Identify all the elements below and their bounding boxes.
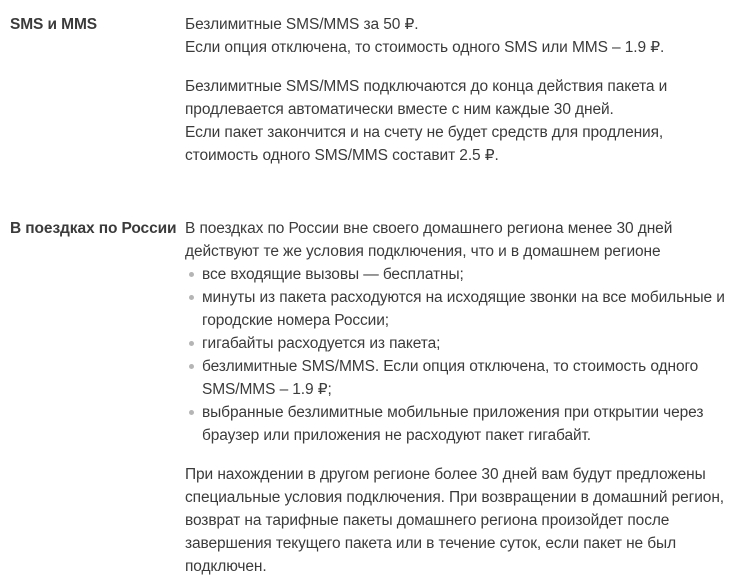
section-content-sms-mms <box>185 13 737 167</box>
paragraph-travel-intro <box>185 217 737 263</box>
text-line: Если пакет закончится и на счету не будет средств для продления, стоимость одного SMS/MMS составит 2.5 ₽. <box>185 124 664 164</box>
text-line: Если опция отключена, то стоимость одного SMS или MMS – 1.9 ₽. <box>185 39 665 56</box>
travel-conditions-list <box>185 263 737 447</box>
section-title-sms-mms: SMS и MMS <box>10 16 97 33</box>
list-item: минуты из пакета расходуются на исходящие звонки на все мобильные и городские номера России; <box>185 286 737 332</box>
list-item: все входящие вызовы — бесплатны; <box>185 263 737 286</box>
text-line: При нахождении в другом регионе более 30 дней вам будут предложены специальные условия подключения. При возвращении в домашний регион, возврат на тарифные пакеты домашнего региона произойдет после завершения текущего пакета или в течение суток, если пакет не был подключен. <box>185 466 724 575</box>
text-line: Безлимитные SMS/MMS за 50 ₽. <box>185 16 419 33</box>
text-line: Безлимитные SMS/MMS подключаются до конца действия пакета и продлевается автоматически вместе с ним каждые 30 дней. <box>185 78 668 118</box>
list-item: безлимитные SMS/MMS. Если опция отключена, то стоимость одного SMS/MMS – 1.9 ₽; <box>185 355 737 401</box>
paragraph-sms-price <box>185 13 737 59</box>
section-content-travel-russia <box>185 217 737 578</box>
paragraph-travel-outro <box>185 463 737 578</box>
section-sms-mms <box>10 13 737 167</box>
section-travel-russia <box>10 217 737 578</box>
text-line: В поездках по России вне своего домашнего региона менее 30 дней действуют те же условия подключения, что и в домашнем регионе <box>185 220 673 260</box>
list-item: гигабайты расходуется из пакета; <box>185 332 737 355</box>
list-item: выбранные безлимитные мобильные приложения при открытии через браузер или приложения не расходуют пакет гигабайт. <box>185 401 737 447</box>
paragraph-sms-renewal <box>185 75 737 167</box>
section-title-travel-russia: В поездках по России <box>10 220 177 237</box>
